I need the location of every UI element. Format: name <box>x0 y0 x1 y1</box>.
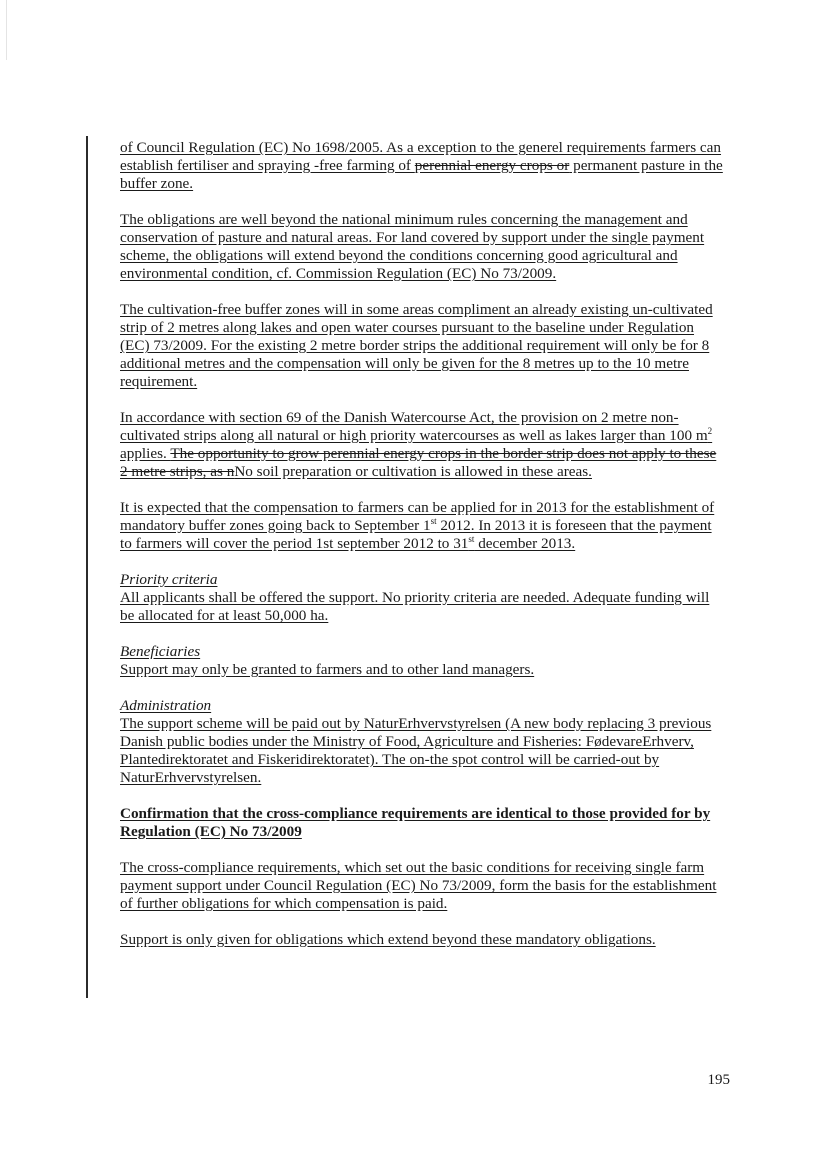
paragraph-text: It is expected that the compensation to farmers can be applied for in 2013 for the establishment of mandatory buffer zones going back to September 1 <box>120 499 715 534</box>
superscript: st <box>430 515 437 526</box>
paragraph-text-mid: 2012. In 2013 it is foreseen that the payment to farmers will cover the period 1st september 2012 to 31 <box>120 517 712 552</box>
paragraph-priority-criteria: All applicants shall be offered the support. No priority criteria are needed. Adequate funding will be allocated for at least 50,000 ha. <box>120 589 710 624</box>
revision-change-bar <box>86 136 88 998</box>
heading-administration: Administration <box>120 697 212 714</box>
heading-confirmation: Confirmation that the cross-compliance requirements are identical to those provided for by Regulation (EC) No 73/2009 <box>120 805 711 840</box>
paragraph-text-tail: december 2013. <box>474 535 576 552</box>
paragraph-text-mid: applies. <box>120 445 171 462</box>
paragraph-text-tail: permanent pasture in the buffer zone. <box>120 157 723 192</box>
superscript: st <box>468 533 475 544</box>
paragraph-buffer-zones: The cultivation-free buffer zones will in some areas compliment an already existing un-cultivated strip of 2 metres along lakes and open water courses pursuant to the baseline under Regulation (EC) 73/2009. For the existing 2 metre border strips the additional requirement will only be for 8 additional metres and the compensation will only be given for the 8 metres up to the 10 metre requirement. <box>120 301 713 390</box>
heading-priority-criteria: Priority criteria <box>120 571 218 588</box>
superscript: 2 <box>707 425 713 436</box>
paragraph-beneficiaries: Support may only be granted to farmers and to other land managers. <box>120 661 535 678</box>
heading-beneficiaries: Beneficiaries <box>120 643 201 660</box>
paragraph-compensation-timing <box>120 499 725 553</box>
paragraph-text-tail: No soil preparation or cultivation is allowed in these areas. <box>234 463 592 480</box>
paragraph-buffer-zone-exception <box>120 139 725 193</box>
scan-edge-mark <box>6 0 7 60</box>
paragraph-obligations: The obligations are well beyond the national minimum rules concerning the management and conservation of pasture and natural areas. For land covered by support under the single payment scheme, the obligations will extend beyond the conditions concerning good agricultural and environmental condition, cf. Commission Regulation (EC) No 73/2009. <box>120 211 705 282</box>
page-number: 195 <box>707 1072 730 1088</box>
paragraph-administration: The support scheme will be paid out by NaturErhvervstyrelsen (A new body replacing 3 previous Danish public bodies under the Ministry of Food, Agriculture and Fisheries: FødevareErhverv, Plantedirektoratet and Fiskeridirektoratet). The on-the spot control will be carried-out by NaturErhvervstyrelsen. <box>120 715 712 786</box>
deleted-text: The opportunity to grow perennial energy crops in the border strip does not apply to these 2 metre strips, as n <box>120 445 717 480</box>
paragraph-text: In accordance with section 69 of the Danish Watercourse Act, the provision on 2 metre non-cultivated strips along all natural or high priority watercourses as well as lakes larger than 100 m <box>120 409 708 444</box>
paragraph-cross-compliance: The cross-compliance requirements, which set out the basic conditions for receiving single farm payment support under Council Regulation (EC) No 73/2009, form the basis for the establishment of further obligations for which compensation is paid. <box>120 859 717 912</box>
paragraph-text: of Council Regulation (EC) No 1698/2005. As a exception to the generel requirements farmers can establish fertiliser and spraying -free farming of <box>120 139 722 174</box>
deleted-text: perennial energy crops or <box>414 157 570 174</box>
paragraph-watercourse-act <box>120 409 725 481</box>
document-body <box>120 139 725 967</box>
paragraph-support-scope: Support is only given for obligations which extend beyond these mandatory obligations. <box>120 931 656 948</box>
